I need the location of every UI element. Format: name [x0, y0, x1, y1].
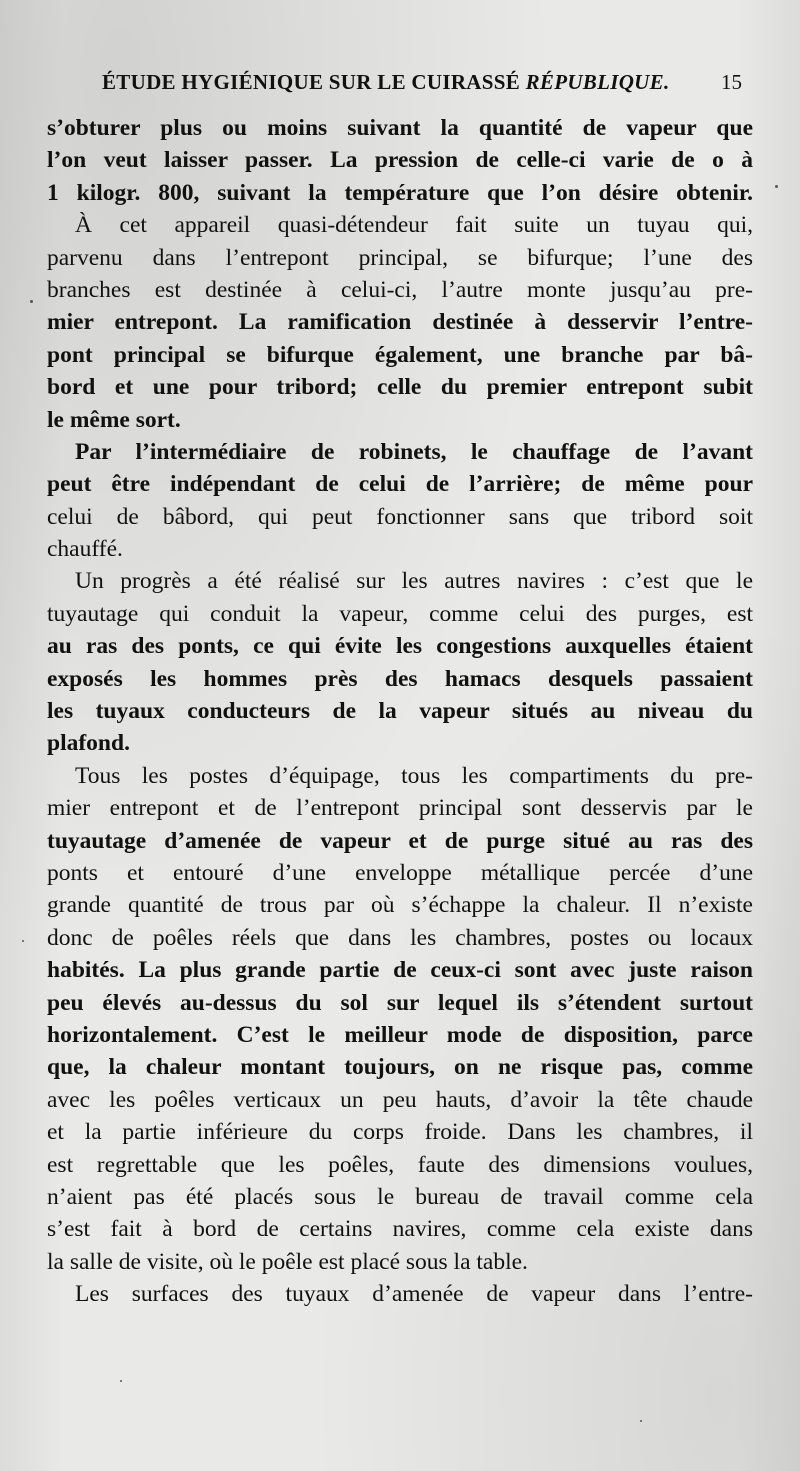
scan-speck	[30, 300, 33, 303]
text-line: plafond.	[47, 730, 130, 757]
text-line: au ras des ponts, ce qui évite les congestions auxquelles étaient	[47, 633, 753, 660]
text-line: chauffé.	[47, 536, 123, 563]
scan-speck	[640, 1420, 642, 1422]
text-line: n’aient pas été placés sous le bureau de travail comme cela	[47, 1183, 753, 1210]
text-line: tuyautage d’amenée de vapeur et de purge situé au ras des	[47, 827, 753, 854]
text-line: exposés les hommes près des hamacs desquels passaient	[47, 665, 753, 692]
text-line: habités. La plus grande partie de ceux-ci sont avec juste raison	[47, 957, 753, 984]
text-line: grande quantité de trous par où s’échappe la chaleur. Il n’existe	[47, 892, 753, 919]
page-number: 15	[721, 70, 742, 94]
text-line: Tous les postes d’équipage, tous les compartiments du pre-	[75, 762, 753, 789]
text-line: Par l’intermédiaire de robinets, le chauffage de l’avant	[75, 438, 753, 465]
text-line: ponts et entouré d’une enveloppe métallique percée d’une	[47, 859, 753, 886]
text-line: À cet appareil quasi-détendeur fait suite un tuyau qui,	[75, 212, 753, 239]
text-line: avec les poêles verticaux un peu hauts, d’avoir la tête chaude	[47, 1086, 753, 1113]
running-title-italic: RÉPUBLIQUE.	[525, 70, 670, 94]
text-line: l’on veut laisser passer. La pression de celle-ci varie de o à	[47, 147, 753, 174]
text-line: Les surfaces des tuyaux d’amenée de vapeur dans l’entre-	[75, 1281, 753, 1308]
text-line: mier entrepont. La ramification destinée à desservir l’entre-	[47, 309, 753, 336]
text-line: 1 kilogr. 800, suivant la température que l’on désire obtenir.	[47, 179, 753, 206]
text-line: bord et une pour tribord; celle du premier entrepont subit	[47, 374, 753, 401]
text-line: horizontalement. C’est le meilleur mode de disposition, parce	[47, 1021, 753, 1048]
text-line: Un progrès a été réalisé sur les autres navires : c’est que le	[75, 568, 753, 595]
text-line: pont principal se bifurque également, une branche par bâ-	[47, 341, 753, 368]
text-line: celui de bâbord, qui peut fonctionner sans que tribord soit	[47, 503, 753, 530]
text-line: s’obturer plus ou moins suivant la quantité de vapeur que	[47, 115, 753, 141]
text-line: le même sort.	[47, 406, 181, 433]
scan-speck	[120, 1380, 122, 1382]
text-line: est regrettable que les poêles, faute des dimensions voulues,	[47, 1151, 753, 1178]
text-line: mier entrepont et de l’entrepont principal sont desservis par le	[47, 795, 753, 822]
running-title	[102, 70, 670, 95]
text-line: peut être indépendant de celui de l’arrière; de même pour	[47, 471, 753, 498]
text-line: et la partie inférieure du corps froide. Dans les chambres, il	[47, 1119, 753, 1146]
text-line: parvenu dans l’entrepont principal, se bifurque; l’une des	[47, 244, 753, 271]
scan-speck	[22, 940, 24, 942]
text-line: branches est destinée à celui-ci, l’autre monte jusqu’au pre-	[47, 276, 753, 303]
running-title-prefix: ÉTUDE HYGIÉNIQUE SUR LE CUIRASSÉ	[102, 70, 526, 94]
running-head	[44, 70, 750, 104]
text-line: tuyautage qui conduit la vapeur, comme celui des purges, est	[47, 600, 753, 627]
scan-speck	[775, 185, 778, 188]
body-text	[47, 112, 753, 1310]
text-line: s’est fait à bord de certains navires, comme cela existe dans	[47, 1216, 753, 1243]
text-line: les tuyaux conducteurs de la vapeur situés au niveau du	[47, 698, 753, 725]
text-line: que, la chaleur montant toujours, on ne risque pas, comme	[47, 1054, 753, 1081]
text-line: peu élevés au-dessus du sol sur lequel ils s’étendent surtout	[47, 989, 753, 1016]
text-line: donc de poêles réels que dans les chambres, postes ou locaux	[47, 924, 753, 951]
text-line: la salle de visite, où le poêle est placé sous la table.	[47, 1248, 528, 1275]
